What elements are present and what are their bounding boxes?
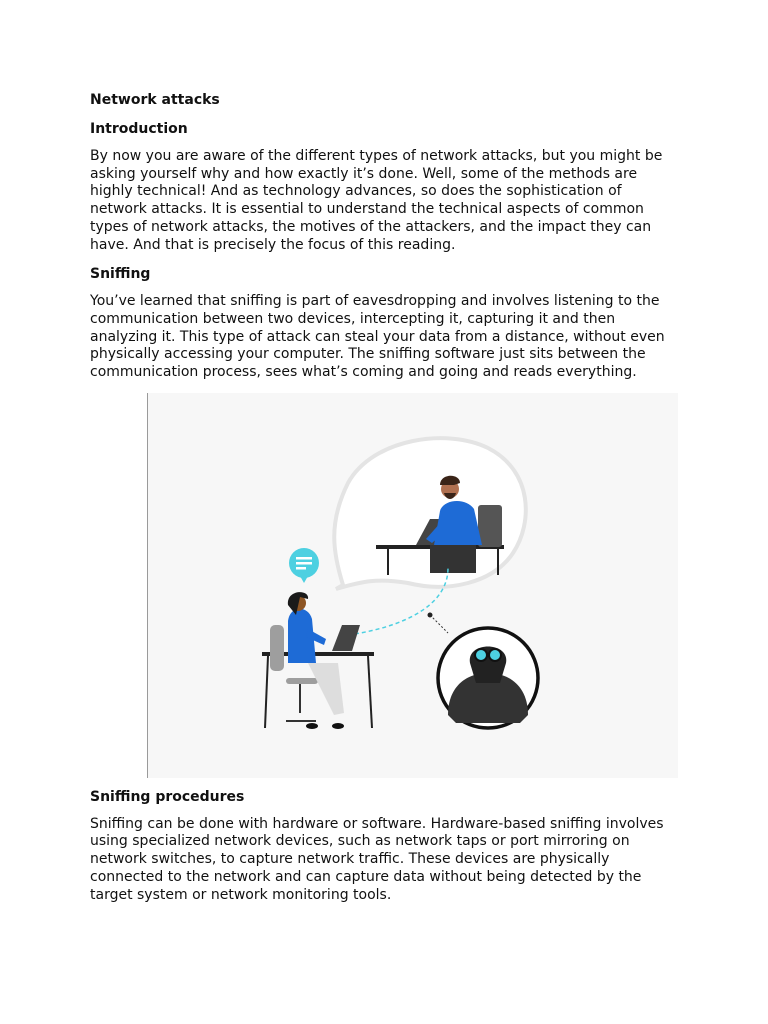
page-title: Network attacks: [90, 92, 220, 108]
sniffing-illustration: [90, 393, 680, 778]
sniffing-paragraph: You’ve learned that sniffing is part of eavesdropping and involves listening to the communication between two devices, intercepting it, capturing it and then analyzing it. This type of attack can steal your data from a distance, without even physically accessing your computer. The sniffing software just sits between the communication process, sees what’s coming and going and reads everything.: [90, 293, 665, 381]
document-page: [90, 91, 680, 904]
introduction-paragraph: By now you are aware of the different types of network attacks, but you might be asking yourself why and how exactly it’s done. Well, some of the methods are highly technical! And as technology advances, so does the sophistication of network attacks. It is essential to understand the technical aspects of common types of network attacks, the motives of the attackers, and the impact they can have. And that is precisely the focus of this reading.: [90, 148, 663, 253]
sniffing-procedures-heading: Sniffing procedures: [90, 788, 245, 805]
sniffing-illustration-graphic: [148, 393, 678, 778]
sniffing-heading: Sniffing: [90, 266, 151, 283]
introduction-heading: Introduction: [90, 121, 188, 137]
sniffing-procedures-paragraph: Sniffing can be done with hardware or software. Hardware-based sniffing involves using specialized network devices, such as network taps or port mirroring on network switches, to capture network traffic. These devices are physically connected to the network and can capture data without being detected by the target system or network monitoring tools.: [90, 815, 664, 903]
hacker-with-binoculars-icon: [438, 628, 538, 728]
interception-point: [428, 612, 433, 617]
